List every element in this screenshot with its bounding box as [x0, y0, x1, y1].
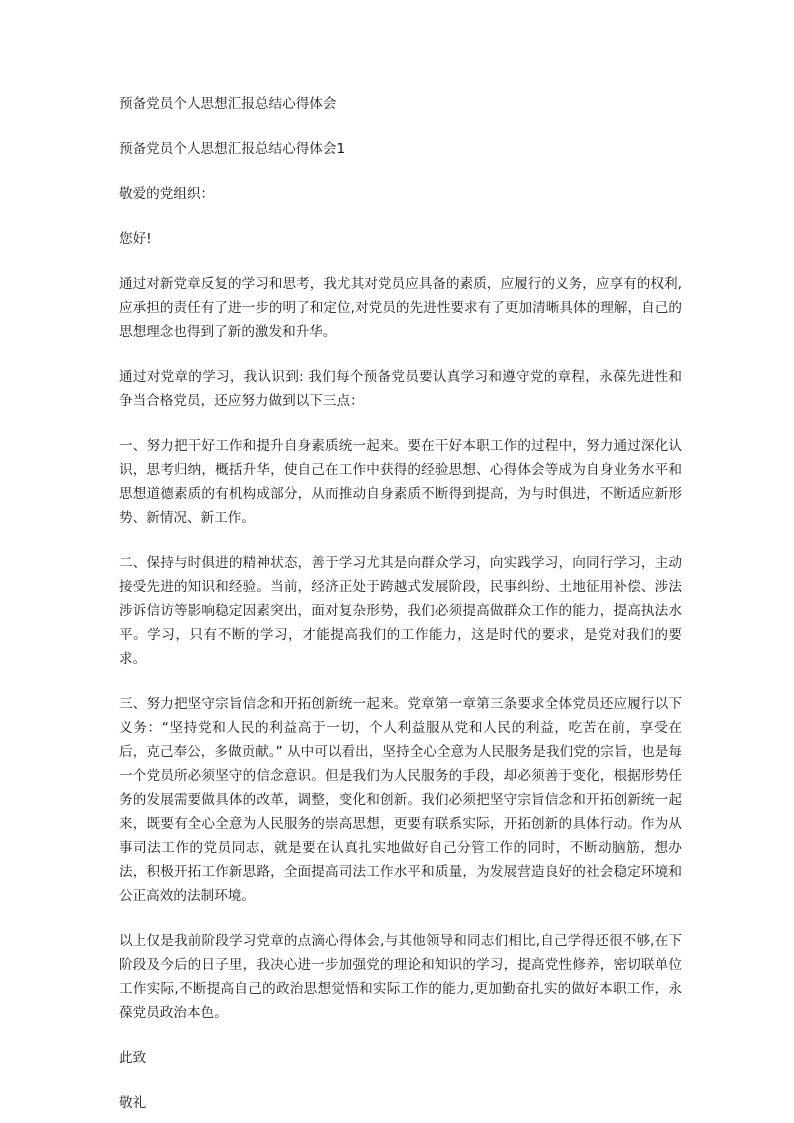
paragraph-2: 通过对党章的学习，我认识到: 我们每个预备党员要认真学习和遵守党的章程，永葆先进性和争当合格党员，还应努力做到以下三点：	[119, 369, 682, 409]
closing-line-2: 敬礼	[119, 1095, 147, 1111]
paragraph-4: 二、保持与时俱进的精神状态，善于学习尤其是向群众学习，向实践学习，向同行学习，主动接受先进的知识和经验。当前，经济正处于跨越式发展阶段，民事纠纷、土地征用补偿、涉法涉诉信访等影响稳定因素突出，面对复杂形势，我们必须提高做群众工作的能力，提高执法水平。学习，只有不断的学习，才能提高我们的工作能力，这是时代的要求，是党对我们的要求。	[119, 555, 682, 667]
paragraph-6: 以上仅是我前阶段学习党章的点滴心得体会,与其他领导和同志们相比,自己学得还很不够,在下阶段及今后的日子里，我决心进一步加强党的理论和知识的学习，提高党性修养，密切联单位工作实际,不断提高自己的政治思想觉悟和实际工作的能力,更加勤奋扎实的做好本职工作，永葆党员政治本色。	[119, 933, 682, 1021]
closing-line-1: 此致	[119, 1050, 147, 1066]
paragraph-1: 通过对新党章反复的学习和思考，我尤其对党员应具备的素质，应履行的义务，应享有的权利,应承担的责任有了进一步的明了和定位,对党员的先进性要求有了更加清晰具体的理解，自己的思想理念也得到了新的激发和升华。	[119, 276, 682, 340]
paragraph-3: 一、努力把干好工作和提升自身素质统一起来。要在干好本职工作的过程中，努力通过深化认识，思考归纳，概括升华，使自己在工作中获得的经验思想、心得体会等成为自身业务水平和思想道德素质的有机构成部分，从而推动自身素质不断得到提高，为与时俱进，不断适应新形势、新情况、新工作。	[119, 438, 682, 526]
document-page	[119, 92, 682, 1115]
document-title: 预备党员个人思想汇报总结心得体会	[119, 96, 337, 112]
paragraph-5: 三、努力把坚守宗旨信念和开拓创新统一起来。党章第一章第三条要求全体党员还应履行以下义务：“坚持党和人民的利益高于一切，个人利益服从党和人民的利益，吃苦在前，享受在后，克己奉公，多做贡献。” 从中可以看出，坚持全心全意为人民服务是我们党的宗旨，也是每一个党员所必须坚守的信念意识。但是我们为人民服务的手段，却必须善于变化，根据形势任务的发展需要做具体的改革，调整，变化和创新。我们必须把坚守宗旨信念和开拓创新统一起来，既要有全心全意为人民服务的崇高思想，更要有联系实际，开拓创新的具体行动。作为从事司法工作的党员同志，就是要在认真扎实地做好自己分管工作的同时，不断动脑筋，想办法，积极开拓工作新思路，全面提高司法工作水平和质量，为发展营造良好的社会稳定环境和公正高效的法制环境。	[119, 696, 682, 904]
salutation: 敬爱的党组织：	[119, 186, 215, 202]
greeting: 您好!	[119, 231, 152, 247]
document-subtitle: 预备党员个人思想汇报总结心得体会1	[119, 141, 346, 157]
